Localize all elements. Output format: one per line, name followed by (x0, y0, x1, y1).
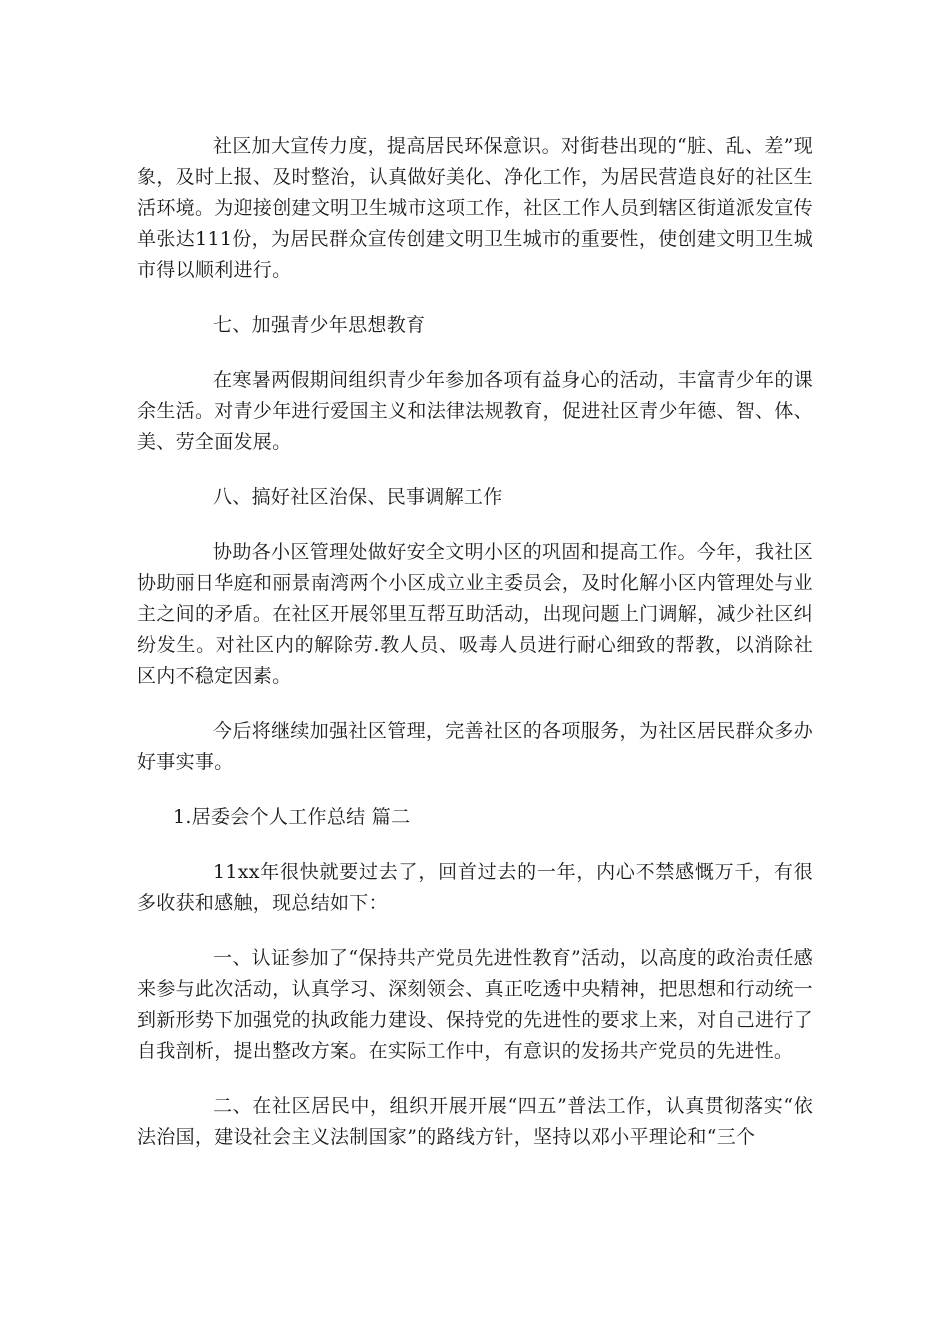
paragraph-party-education: 一、认证参加了“保持共产党员先进性教育”活动，以高度的政治责任感来参与此次活动，认真学习、深刻领会、真正吃透中央精神，把思想和行动统一到新形势下加强党的执政能力建设、保持党的先进性的要求上来，对自己进行了自我剖析，提出整改方案。在实际工作中，有意识的发扬共产党员的先进性。 (137, 947, 813, 1062)
section-heading-youth-education: 七、加强青少年思想教育 (213, 314, 426, 336)
paragraph-future-plan: 今后将继续加强社区管理，完善社区的各项服务，为社区居民群众多办好事实事。 (137, 720, 813, 773)
paragraph-legal-education: 二、在社区居民中，组织开展开展“四五”普法工作，认真贯彻落实“依法治国，建设社会主义法制国家”的路线方针，坚持以邓小平理论和“三个 (137, 1095, 813, 1148)
paragraph-youth-activities: 在寒暑两假期间组织青少年参加各项有益身心的活动，丰富青少年的课余生活。对青少年进行爱国主义和法律法规教育，促进社区青少年德、智、体、美、劳全面发展。 (137, 369, 813, 453)
article-title-part-two: 1.居委会个人工作总结 篇二 (173, 806, 411, 828)
section-heading-security-mediation: 八、搞好社区治保、民事调解工作 (213, 486, 503, 508)
paragraph-environment: 社区加大宣传力度，提高居民环保意识。对街巷出现的“脏、乱、差”现象，及时上报、及时整治，认真做好美化、净化工作，为居民营造良好的社区生活环境。为迎接创建文明卫生城市这项工作，社区工作人员到辖区街道派发宣传单张达111份，为居民群众宣传创建文明卫生城市的重要性，使创建文明卫生城市得以顺利进行。 (137, 135, 813, 281)
paragraph-year-summary: 11xx年很快就要过去了，回首过去的一年，内心不禁感慨万千，有很多收获和感触，现总结如下： (137, 861, 813, 914)
document-body (137, 131, 813, 1177)
paragraph-mediation: 协助各小区管理处做好安全文明小区的巩固和提高工作。今年，我社区协助丽日华庭和丽景南湾两个小区成立业主委员会，及时化解小区内管理处与业主之间的矛盾。在社区开展邻里互帮互助活动，出现问题上门调解，减少社区纠纷发生。对社区内的解除劳.教人员、吸毒人员进行耐心细致的帮教，以消除社区内不稳定因素。 (137, 541, 813, 687)
